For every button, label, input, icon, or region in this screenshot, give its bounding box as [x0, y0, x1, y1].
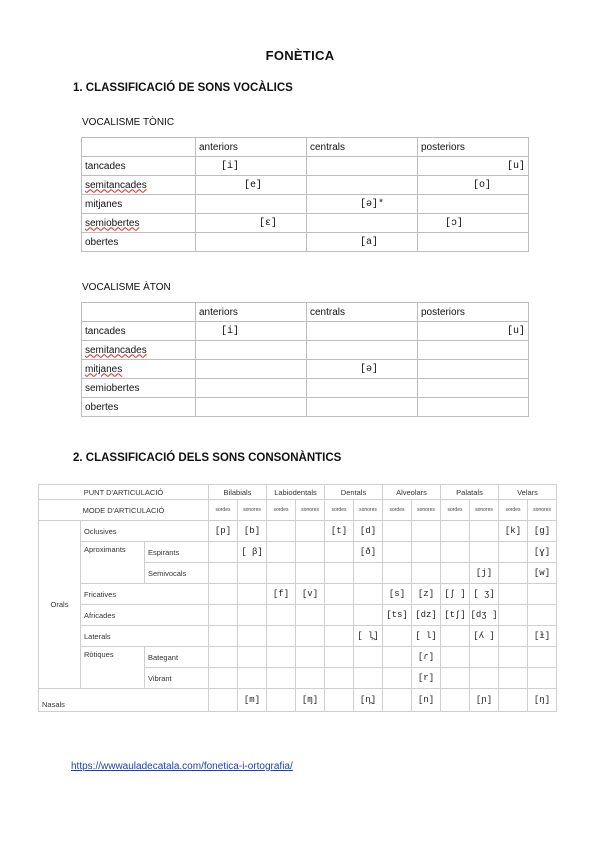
table-row — [82, 398, 529, 417]
consonant-cell — [499, 605, 528, 626]
header-centrals: centrals — [307, 138, 418, 157]
consonant-cell — [383, 647, 412, 668]
ipa-symbol: [ɔ] — [445, 218, 464, 229]
mode-aproximants: Aproximants — [81, 542, 145, 584]
row-nasals — [39, 689, 557, 712]
consonant-cell — [325, 689, 354, 712]
consonant-cell — [412, 542, 441, 563]
row-label: obertes — [82, 233, 196, 252]
row-fricatives — [39, 584, 557, 605]
consonant-cell: [g] — [528, 521, 557, 542]
sonores-label: sonores — [470, 500, 499, 521]
sonores-label: sonores — [412, 500, 441, 521]
consonant-cell — [499, 563, 528, 584]
row-label: semiobertes — [82, 379, 196, 398]
row-label — [82, 176, 196, 195]
consonant-cell — [441, 626, 470, 647]
consonant-table — [38, 484, 557, 712]
cell — [196, 341, 307, 360]
cell — [307, 379, 418, 398]
place-dentals: Dentals — [325, 485, 383, 500]
section-heading-consonants: 2. CLASSIFICACIÓ DELS SONS CONSONÀNTICS — [73, 452, 342, 464]
consonant-cell: [ɫ] — [528, 626, 557, 647]
consonant-cell: [ʃ ] — [441, 584, 470, 605]
ipa-symbol: [o] — [473, 180, 492, 191]
consonant-cell: [d] — [354, 521, 383, 542]
page-title: FONÈTICA — [265, 48, 335, 63]
consonant-cell: [w] — [528, 563, 557, 584]
consonant-cell: [ŋ] — [528, 689, 557, 712]
mode-vibrant: Vibrant — [145, 668, 209, 689]
corner-cell — [82, 303, 196, 322]
consonant-cell — [441, 647, 470, 668]
header-posteriors: posteriors — [418, 138, 529, 157]
place-bilabials: Bilabials — [209, 485, 267, 500]
cell — [196, 195, 307, 214]
cell — [307, 398, 418, 417]
consonant-cell: [n] — [412, 689, 441, 712]
row-label — [82, 214, 196, 233]
ipa-symbol: [e] — [244, 180, 263, 191]
consonant-cell — [354, 647, 383, 668]
voicing-header-row — [39, 500, 557, 521]
consonant-cell: [tʃ] — [441, 605, 470, 626]
place-header-row — [39, 485, 557, 500]
table-header-row — [82, 138, 529, 157]
cell — [196, 176, 307, 195]
sonores-label: sonores — [296, 500, 325, 521]
consonant-cell — [499, 626, 528, 647]
cell — [307, 195, 418, 214]
consonant-cell — [238, 647, 267, 668]
consonant-cell: [t] — [325, 521, 354, 542]
header-posteriors: posteriors — [418, 303, 529, 322]
consonant-cell: [ ʒ] — [470, 584, 499, 605]
consonant-cell: [z] — [412, 584, 441, 605]
table-row — [82, 360, 529, 379]
sordes-label: sordes — [325, 500, 354, 521]
consonant-cell — [470, 521, 499, 542]
atonic-caption: VOCALISME ÀTON — [82, 282, 171, 293]
table-header-row — [82, 303, 529, 322]
row-bategant — [39, 647, 557, 668]
table-row — [82, 233, 529, 252]
mode-espirants: Espirants — [145, 542, 209, 563]
cell — [196, 398, 307, 417]
row-laterals — [39, 626, 557, 647]
consonant-cell — [383, 689, 412, 712]
consonant-cell — [441, 689, 470, 712]
consonant-cell — [412, 521, 441, 542]
consonant-cell — [499, 542, 528, 563]
punt-articulacio-label: PUNT D'ARTICULACIÓ — [39, 485, 209, 500]
consonant-cell — [296, 647, 325, 668]
consonant-cell — [238, 584, 267, 605]
consonant-cell — [528, 668, 557, 689]
corner-cell — [82, 138, 196, 157]
ipa-symbol: [i] — [221, 326, 240, 337]
mode-semivocals: Semivocals — [145, 563, 209, 584]
consonant-cell — [354, 605, 383, 626]
row-africades — [39, 605, 557, 626]
consonant-cell — [209, 626, 238, 647]
consonant-cell: [ɲ] — [470, 689, 499, 712]
consonant-cell — [354, 668, 383, 689]
consonant-cell — [209, 542, 238, 563]
consonant-cell — [325, 563, 354, 584]
row-label-text: semitancades — [85, 179, 147, 191]
consonant-cell — [325, 647, 354, 668]
header-anteriors: anteriors — [196, 303, 307, 322]
consonant-cell — [209, 668, 238, 689]
consonant-cell — [441, 563, 470, 584]
consonant-cell — [325, 605, 354, 626]
ipa-symbol: [a] — [360, 237, 379, 248]
consonant-cell: [s] — [383, 584, 412, 605]
cell — [196, 233, 307, 252]
consonant-cell — [470, 647, 499, 668]
consonant-cell — [267, 563, 296, 584]
row-label-text: mitjanes — [85, 363, 123, 375]
consonant-cell — [528, 584, 557, 605]
place-labiodentals: Labiodentals — [267, 485, 325, 500]
ipa-symbol: [u] — [506, 161, 525, 172]
tonic-caption: VOCALISME TÒNIC — [82, 117, 175, 128]
consonant-cell — [267, 521, 296, 542]
consonant-cell: [dʒ ] — [470, 605, 499, 626]
row-label — [82, 360, 196, 379]
consonant-cell — [267, 647, 296, 668]
consonant-cell — [296, 668, 325, 689]
cell — [196, 214, 307, 233]
consonant-cell — [499, 584, 528, 605]
sonores-label: sonores — [528, 500, 557, 521]
table-row — [82, 176, 529, 195]
cell — [307, 322, 418, 341]
tonic-vowel-table — [81, 137, 529, 252]
consonant-cell — [209, 689, 238, 712]
consonant-cell — [499, 647, 528, 668]
ipa-symbol: [u] — [506, 326, 525, 337]
mode-bategant: Bategant — [145, 647, 209, 668]
orals-label: Orals — [39, 521, 81, 689]
consonant-cell: [ β] — [238, 542, 267, 563]
consonant-cell — [238, 563, 267, 584]
consonant-cell — [325, 626, 354, 647]
consonant-cell — [383, 563, 412, 584]
consonant-cell — [325, 668, 354, 689]
mode-oclusives: Oclusives — [81, 521, 209, 542]
consonant-cell: [ɱ] — [296, 689, 325, 712]
ipa-symbol: [i] — [221, 161, 240, 172]
section-heading-vowels: 1. CLASSIFICACIÓ DE SONS VOCÀLICS — [73, 82, 293, 94]
consonant-cell — [325, 542, 354, 563]
consonant-cell: [k] — [499, 521, 528, 542]
cell — [307, 360, 418, 379]
consonant-cell — [267, 626, 296, 647]
consonant-cell — [209, 584, 238, 605]
mode-africades: Africades — [81, 605, 209, 626]
consonant-cell — [267, 668, 296, 689]
cell — [307, 176, 418, 195]
consonant-cell — [238, 626, 267, 647]
nasals-label: Nasals — [39, 689, 209, 712]
consonant-cell — [267, 689, 296, 712]
row-label: obertes — [82, 398, 196, 417]
cell — [307, 233, 418, 252]
consonant-cell — [296, 626, 325, 647]
cell — [418, 341, 529, 360]
place-alveolars: Alveolars — [383, 485, 441, 500]
row-label: tancades — [82, 157, 196, 176]
consonant-cell — [499, 689, 528, 712]
consonant-cell: [ l̪] — [354, 626, 383, 647]
consonant-cell: [f] — [267, 584, 296, 605]
consonant-cell: [v] — [296, 584, 325, 605]
consonant-cell — [412, 563, 441, 584]
row-label: mitjanes — [82, 195, 196, 214]
sordes-label: sordes — [267, 500, 296, 521]
cell — [418, 233, 529, 252]
consonant-cell — [470, 542, 499, 563]
consonant-cell — [296, 521, 325, 542]
consonant-cell — [238, 668, 267, 689]
consonant-cell: [m] — [238, 689, 267, 712]
consonant-cell: [ð] — [354, 542, 383, 563]
place-palatals: Palatals — [441, 485, 499, 500]
cell — [196, 360, 307, 379]
mode-laterals: Laterals — [81, 626, 209, 647]
consonant-cell: [dz] — [412, 605, 441, 626]
sonores-label: sonores — [354, 500, 383, 521]
header-centrals: centrals — [307, 303, 418, 322]
cell — [418, 214, 529, 233]
consonant-cell — [441, 521, 470, 542]
consonant-cell — [209, 563, 238, 584]
sordes-label: sordes — [383, 500, 412, 521]
header-anteriors: anteriors — [196, 138, 307, 157]
cell — [418, 157, 529, 176]
consonant-cell — [209, 647, 238, 668]
consonant-cell: [ɾ] — [412, 647, 441, 668]
consonant-cell — [209, 605, 238, 626]
consonant-cell: [j] — [470, 563, 499, 584]
consonant-cell — [296, 605, 325, 626]
consonant-cell — [354, 584, 383, 605]
cell — [307, 157, 418, 176]
consonant-cell: [ɣ] — [528, 542, 557, 563]
cell — [418, 379, 529, 398]
mode-rotiques: Ròtiques — [81, 647, 145, 689]
source-link[interactable]: https://wwwauladecatala.com/fonetica-i-ortografia/ — [71, 761, 293, 772]
cell — [418, 360, 529, 379]
consonant-cell: [p] — [209, 521, 238, 542]
cell — [418, 322, 529, 341]
place-velars: Velars — [499, 485, 557, 500]
ipa-symbol: [ə]* — [360, 199, 385, 210]
cell — [196, 322, 307, 341]
ipa-symbol: [ə] — [360, 364, 379, 375]
sordes-label: sordes — [209, 500, 238, 521]
consonant-cell — [528, 647, 557, 668]
sonores-label: sonores — [238, 500, 267, 521]
ipa-symbol: [ɛ] — [259, 218, 278, 229]
consonant-cell: [ l] — [412, 626, 441, 647]
consonant-cell — [441, 668, 470, 689]
consonant-cell — [267, 542, 296, 563]
sordes-label: sordes — [441, 500, 470, 521]
consonant-cell: [b] — [238, 521, 267, 542]
consonant-cell: [ʎ ] — [470, 626, 499, 647]
consonant-cell — [383, 668, 412, 689]
consonant-cell — [296, 542, 325, 563]
mode-articulacio-label: MODE D'ARTICULACIÓ — [39, 500, 209, 521]
cell — [418, 176, 529, 195]
cell — [418, 398, 529, 417]
sordes-label: sordes — [499, 500, 528, 521]
consonant-cell — [499, 668, 528, 689]
consonant-cell — [325, 584, 354, 605]
row-label: tancades — [82, 322, 196, 341]
table-row — [82, 379, 529, 398]
consonant-cell — [267, 605, 296, 626]
atonic-vowel-table — [81, 302, 529, 417]
table-row — [82, 157, 529, 176]
consonant-cell — [383, 542, 412, 563]
consonant-cell — [528, 605, 557, 626]
consonant-cell — [470, 668, 499, 689]
cell — [418, 195, 529, 214]
row-label-text: semitancades — [85, 344, 147, 356]
consonant-cell: [n̪] — [354, 689, 383, 712]
cell — [196, 157, 307, 176]
row-espirants — [39, 542, 557, 563]
consonant-cell: [ts] — [383, 605, 412, 626]
table-row — [82, 195, 529, 214]
table-row — [82, 214, 529, 233]
row-label-text: semiobertes — [85, 217, 140, 229]
row-oclusives — [39, 521, 557, 542]
cell — [307, 341, 418, 360]
consonant-cell — [383, 521, 412, 542]
consonant-cell — [296, 563, 325, 584]
cell — [196, 379, 307, 398]
consonant-cell — [441, 542, 470, 563]
consonant-cell — [354, 563, 383, 584]
consonant-cell: [r] — [412, 668, 441, 689]
mode-fricatives: Fricatives — [81, 584, 209, 605]
cell — [307, 214, 418, 233]
consonant-cell — [383, 626, 412, 647]
table-row — [82, 322, 529, 341]
table-row — [82, 341, 529, 360]
consonant-cell — [238, 605, 267, 626]
row-label — [82, 341, 196, 360]
